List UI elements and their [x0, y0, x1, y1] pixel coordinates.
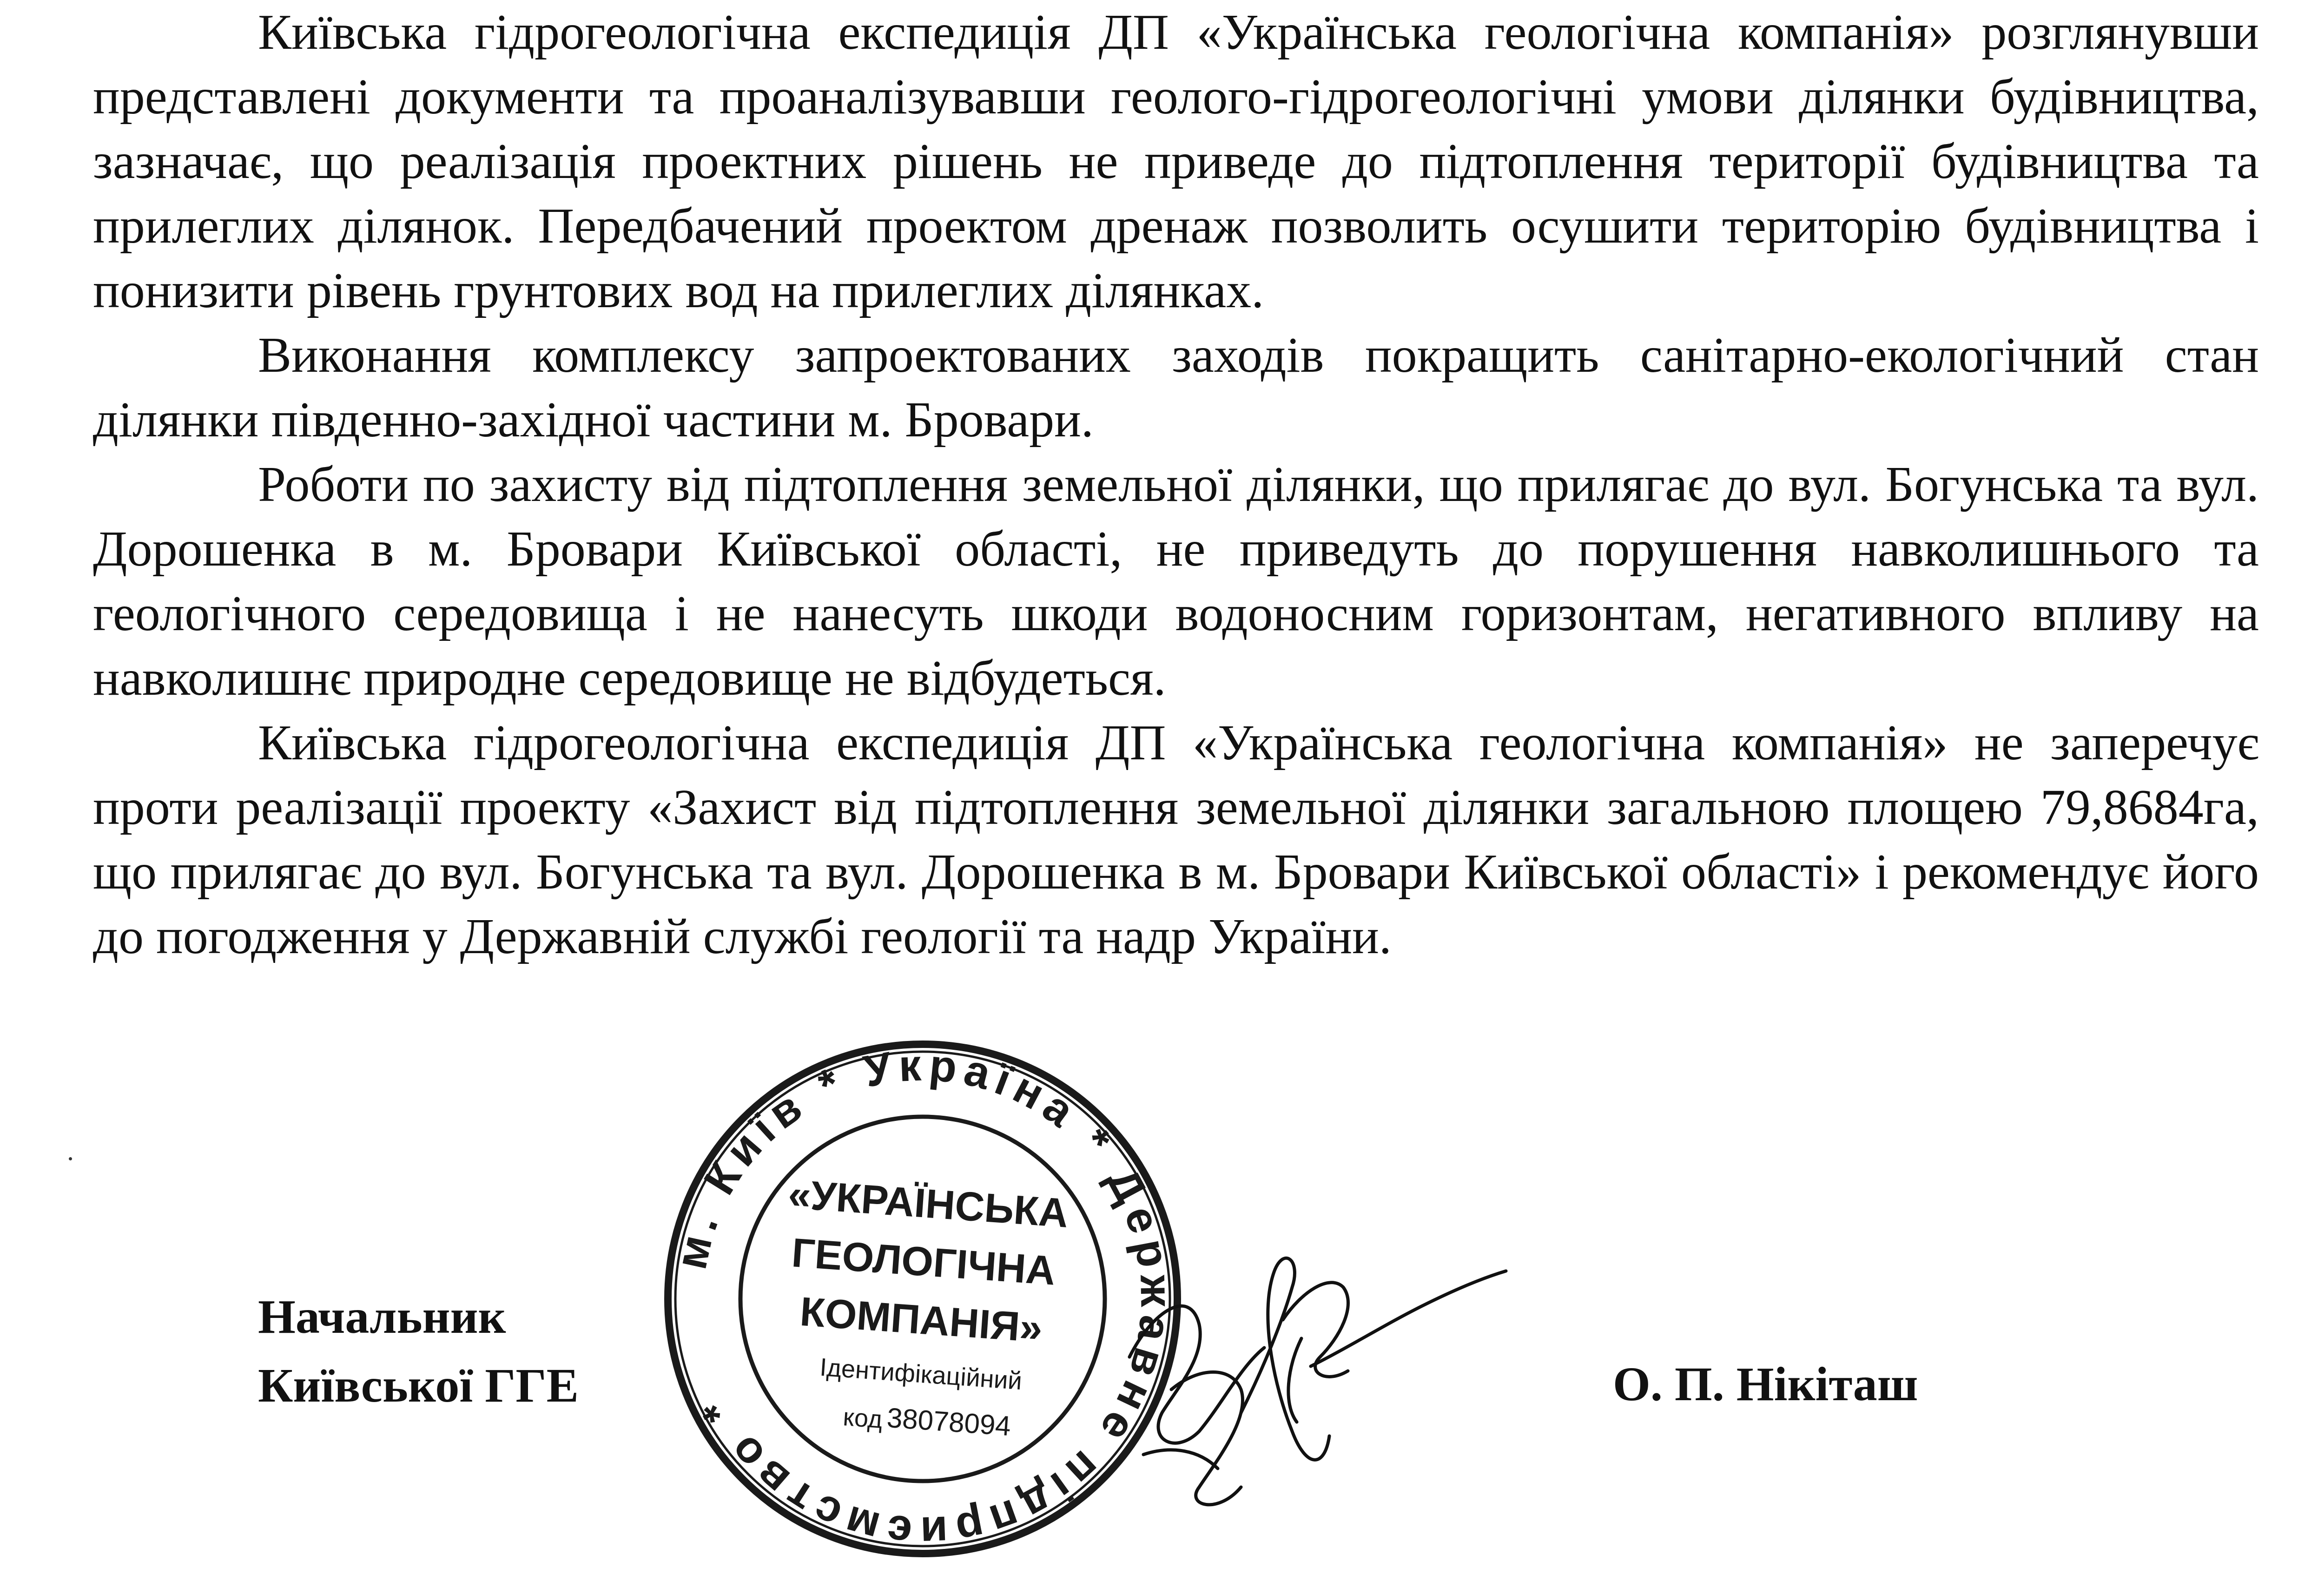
stamp-center-line-2: ГЕОЛОГІЧНА: [790, 1229, 1057, 1294]
paragraph-1: Київська гідрогеологічна експедиція ДП «Українська геологічна компанія» розглянувши представлені документи та проаналізувавши геолого-гідрогеологічні умови ділянки будівництва, зазначає, що реалізація проектних рішень не приведе до підтоплення території будівництва та прилеглих ділянок. Передбачений проектом дренаж позволить осушити територію будівництва і понизити рівень грунтових вод на прилеглих ділянках.: [93, 5, 2259, 318]
paragraph-4: Київська гідрогеологічна експедиція ДП «Українська геологічна компанія» не заперечує проти реалізації проекту «Захист від підтоплення земельної ділянки загальною площею 79,8684га, що прилягає до вул. Богунська та вул. Дорошенка в м. Бровари Київської області» і рекомендує його до погодження у Державній службі геології та надр України.: [93, 715, 2259, 964]
stamp-ring-text: м. Київ * Україна * Державне підприємство *: [666, 1040, 1182, 1558]
stamp-id-label: Ідентифікаційний: [819, 1353, 1023, 1396]
letter-body: [93, 0, 2259, 969]
speck-mark: [69, 1157, 72, 1160]
stamp-code-label: код: [842, 1403, 884, 1434]
stamp-center-line-3: КОМПАНІЯ»: [799, 1288, 1044, 1351]
signer-position: Начальник: [258, 1290, 506, 1343]
handwritten-signature: [1023, 1171, 1511, 1543]
signer-name: О. П. Нікіташ: [1613, 1357, 1918, 1411]
signer-title-block: [258, 1283, 579, 1420]
stamp-code-value: 38078094: [885, 1402, 1012, 1442]
paragraph-2: Виконання комплексу запроектованих заходів покращить санітарно-екологічний стан ділянки південно-західної частини м. Бровари.: [93, 328, 2259, 448]
stamp-center-line-1: «УКРАЇНСЬКА: [786, 1171, 1070, 1237]
paragraph-3: Роботи по захисту від підтоплення земельної ділянки, що прилягає до вул. Богунська та вул. Дорошенка в м. Бровари Київської області, не приведуть до порушення навколишнього та геологічного середовища і не нанесуть шкоди водоносним горизонтам, негативного впливу на навколишнє природне середовище не відбудеться.: [93, 457, 2259, 706]
signer-organization: Київської ГГЕ: [258, 1359, 579, 1412]
